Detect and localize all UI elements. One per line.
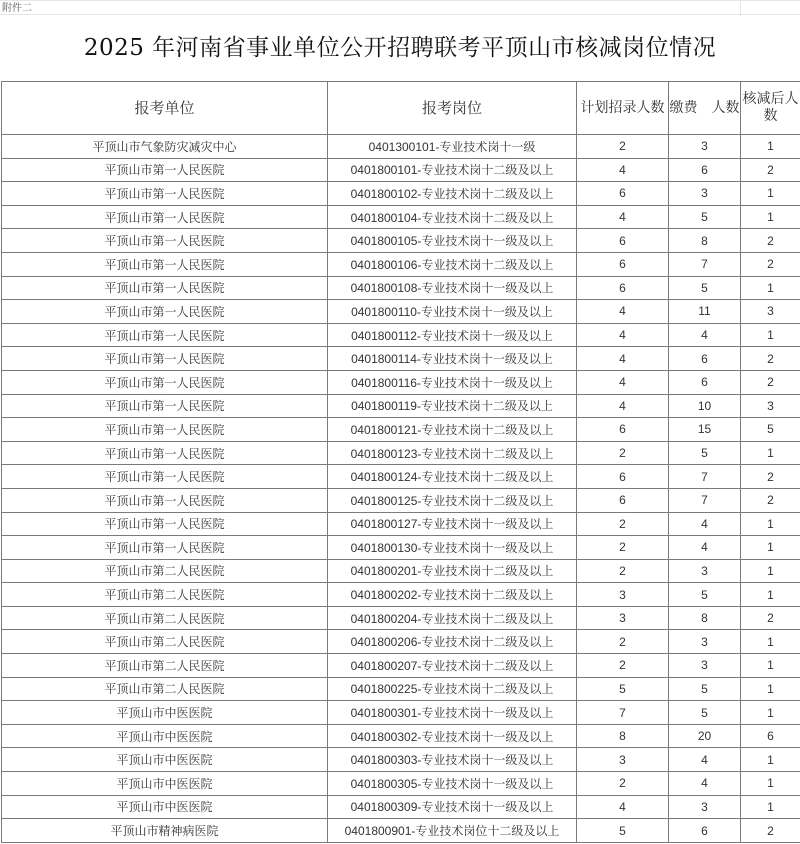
cell-paid: 5 (669, 276, 741, 300)
cell-unit: 平顶山市第一人民医院 (2, 300, 328, 324)
cell-paid: 4 (669, 748, 741, 772)
table-row (2, 394, 800, 418)
header-planned: 计划招录人数 (577, 82, 669, 135)
cell-planned: 5 (577, 677, 669, 701)
table-row (2, 158, 800, 182)
page-title: 2025 年河南省事业单位公开招聘联考平顶山市核减岗位情况 (83, 35, 717, 61)
cell-after-reduction: 2 (741, 488, 800, 512)
cell-post: 0401300101-专业技术岗十一级 (328, 135, 577, 159)
cell-after-reduction: 2 (741, 252, 800, 276)
cell-paid: 3 (669, 559, 741, 583)
cell-planned: 5 (577, 819, 669, 843)
cell-after-reduction: 3 (741, 300, 800, 324)
cell-paid: 6 (669, 370, 741, 394)
cell-after-reduction: 1 (741, 536, 800, 560)
cell-post: 0401800305-专业技术岗十一级及以上 (328, 772, 577, 796)
cell-paid: 10 (669, 394, 741, 418)
cell-unit: 平顶山市第二人民医院 (2, 559, 328, 583)
table-row (2, 488, 800, 512)
cell-after-reduction: 1 (741, 512, 800, 536)
cell-unit: 平顶山市第一人民医院 (2, 441, 328, 465)
cell-after-reduction: 2 (741, 229, 800, 253)
cell-unit: 平顶山市中医医院 (2, 748, 328, 772)
table-row (2, 276, 800, 300)
cell-unit: 平顶山市第二人民医院 (2, 654, 328, 678)
cell-planned: 4 (577, 158, 669, 182)
table-row (2, 323, 800, 347)
cell-after-reduction: 2 (741, 606, 800, 630)
cell-after-reduction: 1 (741, 677, 800, 701)
cell-post: 0401800101-专业技术岗十二级及以上 (328, 158, 577, 182)
cell-post: 0401800207-专业技术岗十二级及以上 (328, 654, 577, 678)
cell-post: 0401800130-专业技术岗十一级及以上 (328, 536, 577, 560)
table-row (2, 182, 800, 206)
cell-post: 0401800121-专业技术岗十二级及以上 (328, 418, 577, 442)
cell-post: 0401800110-专业技术岗十一级及以上 (328, 300, 577, 324)
cell-planned: 2 (577, 772, 669, 796)
cell-post: 0401800201-专业技术岗十二级及以上 (328, 559, 577, 583)
reduction-table (1, 81, 800, 843)
cell-after-reduction: 1 (741, 205, 800, 229)
cell-planned: 2 (577, 441, 669, 465)
cell-planned: 7 (577, 701, 669, 725)
cell-planned: 4 (577, 795, 669, 819)
cell-post: 0401800106-专业技术岗十二级及以上 (328, 252, 577, 276)
cell-unit: 平顶山市第一人民医院 (2, 158, 328, 182)
cell-unit: 平顶山市气象防灾减灾中心 (2, 135, 328, 159)
table-row (2, 583, 800, 607)
cell-post: 0401800112-专业技术岗十一级及以上 (328, 323, 577, 347)
cell-post: 0401800202-专业技术岗十二级及以上 (328, 583, 577, 607)
table-row (2, 512, 800, 536)
cell-post: 0401800206-专业技术岗十二级及以上 (328, 630, 577, 654)
cell-paid: 3 (669, 795, 741, 819)
cell-paid: 4 (669, 536, 741, 560)
cell-unit: 平顶山市中医医院 (2, 724, 328, 748)
cell-paid: 4 (669, 323, 741, 347)
cell-unit: 平顶山市第一人民医院 (2, 512, 328, 536)
cell-planned: 4 (577, 347, 669, 371)
table-row (2, 724, 800, 748)
cell-planned: 2 (577, 559, 669, 583)
cell-planned: 3 (577, 606, 669, 630)
header-paid: 缴费 人数 (669, 82, 741, 135)
cell-unit: 平顶山市第一人民医院 (2, 182, 328, 206)
table-row (2, 135, 800, 159)
cell-planned: 2 (577, 654, 669, 678)
cell-unit: 平顶山市第一人民医院 (2, 488, 328, 512)
cell-planned: 2 (577, 536, 669, 560)
cell-after-reduction: 2 (741, 370, 800, 394)
cell-paid: 7 (669, 488, 741, 512)
cell-post: 0401800105-专业技术岗十一级及以上 (328, 229, 577, 253)
cell-unit: 平顶山市第一人民医院 (2, 465, 328, 489)
cell-post: 0401800127-专业技术岗十一级及以上 (328, 512, 577, 536)
cell-unit: 平顶山市第一人民医院 (2, 536, 328, 560)
header-post: 报考岗位 (328, 82, 577, 135)
table-row (2, 772, 800, 796)
cell-planned: 6 (577, 252, 669, 276)
cell-paid: 4 (669, 772, 741, 796)
cell-after-reduction: 1 (741, 630, 800, 654)
cell-paid: 4 (669, 512, 741, 536)
cell-post: 0401800124-专业技术岗十二级及以上 (328, 465, 577, 489)
gridline (740, 1, 741, 16)
cell-paid: 5 (669, 583, 741, 607)
cell-after-reduction: 2 (741, 347, 800, 371)
table-row (2, 441, 800, 465)
table-row (2, 559, 800, 583)
header-unit: 报考单位 (2, 82, 328, 135)
cell-post: 0401800309-专业技术岗十一级及以上 (328, 795, 577, 819)
cell-after-reduction: 1 (741, 701, 800, 725)
cell-planned: 6 (577, 488, 669, 512)
attachment-label: 附件二 (2, 3, 32, 14)
table-row (2, 229, 800, 253)
cell-paid: 5 (669, 701, 741, 725)
cell-post: 0401800119-专业技术岗十二级及以上 (328, 394, 577, 418)
cell-planned: 2 (577, 630, 669, 654)
cell-paid: 6 (669, 819, 741, 843)
cell-paid: 6 (669, 158, 741, 182)
header-after-reduction: 核减后人数 (741, 82, 800, 135)
cell-paid: 5 (669, 677, 741, 701)
table-row (2, 347, 800, 371)
cell-paid: 5 (669, 441, 741, 465)
table-row (2, 252, 800, 276)
cell-after-reduction: 1 (741, 182, 800, 206)
cell-after-reduction: 6 (741, 724, 800, 748)
cell-planned: 3 (577, 583, 669, 607)
cell-post: 0401800104-专业技术岗十二级及以上 (328, 205, 577, 229)
cell-unit: 平顶山市精神病医院 (2, 819, 328, 843)
cell-paid: 11 (669, 300, 741, 324)
cell-post: 0401800302-专业技术岗十一级及以上 (328, 724, 577, 748)
cell-unit: 平顶山市第二人民医院 (2, 677, 328, 701)
table-row (2, 654, 800, 678)
cell-planned: 6 (577, 229, 669, 253)
cell-unit: 平顶山市第一人民医院 (2, 418, 328, 442)
cell-after-reduction: 1 (741, 135, 800, 159)
cell-paid: 8 (669, 606, 741, 630)
cell-unit: 平顶山市第一人民医院 (2, 252, 328, 276)
cell-post: 0401800225-专业技术岗十二级及以上 (328, 677, 577, 701)
table-row (2, 205, 800, 229)
table-row (2, 465, 800, 489)
cell-after-reduction: 1 (741, 441, 800, 465)
cell-after-reduction: 2 (741, 158, 800, 182)
table-row (2, 418, 800, 442)
cell-after-reduction: 1 (741, 795, 800, 819)
cell-unit: 平顶山市中医医院 (2, 701, 328, 725)
cell-planned: 6 (577, 418, 669, 442)
cell-unit: 平顶山市第二人民医院 (2, 583, 328, 607)
cell-paid: 3 (669, 654, 741, 678)
cell-planned: 4 (577, 394, 669, 418)
table-row (2, 630, 800, 654)
cell-paid: 15 (669, 418, 741, 442)
cell-planned: 6 (577, 182, 669, 206)
cell-planned: 4 (577, 300, 669, 324)
cell-paid: 7 (669, 252, 741, 276)
cell-planned: 4 (577, 370, 669, 394)
cell-planned: 3 (577, 748, 669, 772)
cell-post: 0401800901-专业技术岗位十二级及以上 (328, 819, 577, 843)
cell-post: 0401800114-专业技术岗十一级及以上 (328, 347, 577, 371)
cell-unit: 平顶山市中医医院 (2, 772, 328, 796)
cell-after-reduction: 2 (741, 819, 800, 843)
table-row (2, 748, 800, 772)
cell-after-reduction: 1 (741, 276, 800, 300)
cell-unit: 平顶山市中医医院 (2, 795, 328, 819)
cell-post: 0401800102-专业技术岗十二级及以上 (328, 182, 577, 206)
cell-unit: 平顶山市第一人民医院 (2, 347, 328, 371)
cell-paid: 7 (669, 465, 741, 489)
table-row (2, 606, 800, 630)
spreadsheet-top-row (0, 0, 800, 15)
cell-unit: 平顶山市第一人民医院 (2, 276, 328, 300)
cell-after-reduction: 1 (741, 559, 800, 583)
table-row (2, 701, 800, 725)
cell-post: 0401800116-专业技术岗十一级及以上 (328, 370, 577, 394)
cell-after-reduction: 1 (741, 748, 800, 772)
cell-paid: 20 (669, 724, 741, 748)
cell-unit: 平顶山市第一人民医院 (2, 323, 328, 347)
cell-planned: 2 (577, 135, 669, 159)
table-header-row (2, 82, 800, 135)
cell-planned: 4 (577, 323, 669, 347)
cell-after-reduction: 5 (741, 418, 800, 442)
cell-paid: 8 (669, 229, 741, 253)
cell-unit: 平顶山市第一人民医院 (2, 370, 328, 394)
cell-unit: 平顶山市第二人民医院 (2, 606, 328, 630)
table-row (2, 819, 800, 843)
cell-post: 0401800301-专业技术岗十一级及以上 (328, 701, 577, 725)
cell-planned: 4 (577, 205, 669, 229)
cell-post: 0401800123-专业技术岗十二级及以上 (328, 441, 577, 465)
cell-post: 0401800303-专业技术岗十一级及以上 (328, 748, 577, 772)
cell-after-reduction: 1 (741, 654, 800, 678)
cell-paid: 3 (669, 630, 741, 654)
cell-unit: 平顶山市第一人民医院 (2, 394, 328, 418)
cell-planned: 8 (577, 724, 669, 748)
cell-post: 0401800204-专业技术岗十二级及以上 (328, 606, 577, 630)
cell-unit: 平顶山市第二人民医院 (2, 630, 328, 654)
cell-after-reduction: 3 (741, 394, 800, 418)
cell-after-reduction: 1 (741, 772, 800, 796)
cell-after-reduction: 2 (741, 465, 800, 489)
cell-paid: 6 (669, 347, 741, 371)
cell-planned: 2 (577, 512, 669, 536)
cell-after-reduction: 1 (741, 583, 800, 607)
table-row (2, 536, 800, 560)
cell-paid: 5 (669, 205, 741, 229)
cell-planned: 6 (577, 276, 669, 300)
table-row (2, 795, 800, 819)
cell-paid: 3 (669, 182, 741, 206)
table-row (2, 370, 800, 394)
cell-after-reduction: 1 (741, 323, 800, 347)
cell-unit: 平顶山市第一人民医院 (2, 205, 328, 229)
cell-unit: 平顶山市第一人民医院 (2, 229, 328, 253)
cell-paid: 3 (669, 135, 741, 159)
cell-post: 0401800125-专业技术岗十二级及以上 (328, 488, 577, 512)
table-row (2, 677, 800, 701)
cell-post: 0401800108-专业技术岗十一级及以上 (328, 276, 577, 300)
cell-planned: 6 (577, 465, 669, 489)
table-row (2, 300, 800, 324)
